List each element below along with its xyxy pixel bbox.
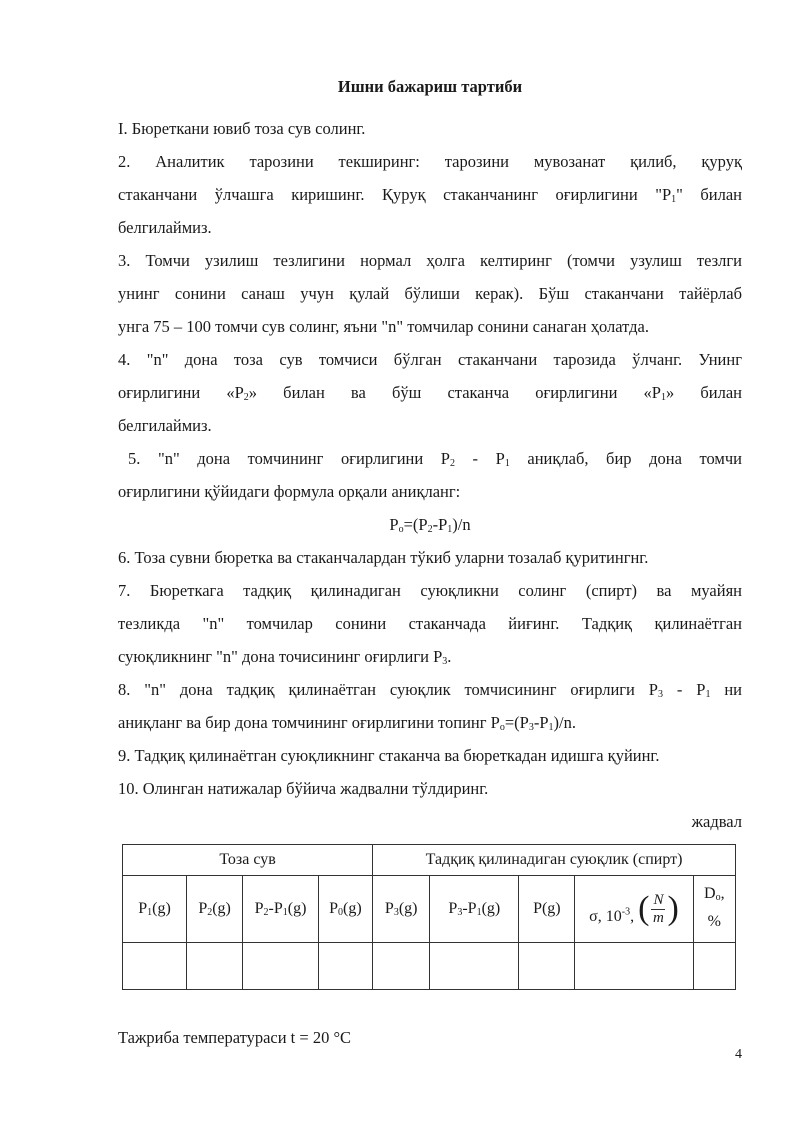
step-5-line-2: оғирлигини қўйидаги формула орқали аниқланг: (118, 482, 461, 501)
group-header-water: Тоза сув (123, 845, 373, 876)
col-header-p1: $P_1(g)$ (123, 876, 187, 943)
table-row (123, 943, 736, 990)
experiment-temperature: Тажриба температураси t = 20 °C (118, 1028, 352, 1047)
step-7-line-3: суюқликнинг "n" дона точисининг оғирлиги $Р_3$. (118, 647, 452, 667)
table-column-header-row (123, 876, 736, 943)
table-cell[interactable] (575, 943, 693, 990)
step-2-line-1: 2. Аналитик тарозини текширинг: тарозини мувозанат қилиб, қуруқ (118, 152, 742, 171)
document-page (118, 72, 742, 1052)
step-9: 9. Тадқиқ қилинаётган суюқликнинг стаканча ва бюреткадан идишга қуйинг. (118, 746, 660, 765)
table-cell[interactable] (519, 943, 575, 990)
col-header-p0: $P_0(g)$ (318, 876, 372, 943)
step-2-line-2: стаканчани ўлчашга киришинг. Қуруқ стаканчанинг оғирлигини "$Р_1$" билан (118, 185, 742, 205)
page-title: Ишни бажариш тартиби (337, 77, 523, 96)
col-header-d: $D_o$, % (693, 876, 735, 943)
table-cell[interactable] (373, 943, 430, 990)
step-1: I. Бюреткани ювиб тоза сув солинг. (118, 119, 366, 138)
table-cell[interactable] (693, 943, 735, 990)
step-3-line-2: унинг сонини санаш учун қулай бўлиши керак). Бўш стаканчани тайёрлаб (118, 284, 742, 303)
table-cell[interactable] (123, 943, 187, 990)
step-4-line-3: белгилаймиз. (118, 416, 212, 435)
step-2-line-3: белгилаймиз. (118, 218, 212, 237)
group-header-liquid: Тадқиқ қилинадиган суюқлик (спирт) (373, 845, 736, 876)
step-5-line-1: 5. "n" дона томчининг оғирлигини $Р_2 - Р_1$ аниқлаб, бир дона томчи (128, 449, 743, 469)
step-8-line-2: аниқланг ва бир дона томчининг оғирлигини топинг $Р_о=(Р_3-Р_1)/n$. (118, 713, 576, 733)
step-10: 10. Олинган натижалар бўйича жадвални тўлдиринг. (118, 779, 489, 798)
step-7-line-1: 7. Бюреткага тадқиқ қилинадиган суюқликни солинг (спирт) ва муайян (118, 581, 742, 600)
table-cell[interactable] (318, 943, 372, 990)
formula-drop-weight: $Р_о=(Р_2-Р_1)/n$ (389, 515, 471, 535)
step-3-line-1: 3. Томчи узилиш тезлигини нормал ҳолга келтиринг (томчи узулиш тезлги (118, 251, 742, 270)
step-4-line-2: оғирлигини «$Р_2$» билан ва бўш стаканча оғирлигини «$Р_1$» билан (118, 383, 742, 403)
table-cell[interactable] (430, 943, 519, 990)
table-caption: жадвал (691, 812, 742, 831)
units-fraction: ( N m ) (638, 890, 679, 927)
step-8-line-1: 8. "n" дона тадқиқ қилинаётган суюқлик томчисининг оғирлиги $Р_3 - Р_1$ ни (118, 680, 742, 700)
table-cell[interactable] (186, 943, 242, 990)
table-cell[interactable] (243, 943, 319, 990)
step-3-line-3: унга 75 – 100 томчи сув солинг, яъни "n" томчилар сонини санаган ҳолатда. (118, 317, 649, 336)
col-header-p3: $P_3(g)$ (373, 876, 430, 943)
col-header-sigma: σ, $10^{-3}$, ( N m ) (575, 876, 693, 943)
col-header-p2: $P_2(g)$ (186, 876, 242, 943)
page-number: 4 (735, 1047, 742, 1062)
step-7-line-2: тезликда "n" томчилар сонини стаканчада йиғинг. Тадқиқ қилинаётган (118, 614, 742, 633)
col-header-p3-minus-p1: $P_3-P_1(g)$ (430, 876, 519, 943)
col-header-p: P(g) (519, 876, 575, 943)
step-6: 6. Тоза сувни бюретка ва стаканчалардан тўкиб уларни тозалаб қуритингнг. (118, 548, 649, 567)
results-table (122, 844, 736, 990)
table-group-header-row (123, 845, 736, 876)
step-4-line-1: 4. "n" дона тоза сув томчиси бўлган стаканчани тарозида ўлчанг. Унинг (118, 350, 742, 369)
col-header-p2-minus-p1: $P_2-P_1(g)$ (243, 876, 319, 943)
